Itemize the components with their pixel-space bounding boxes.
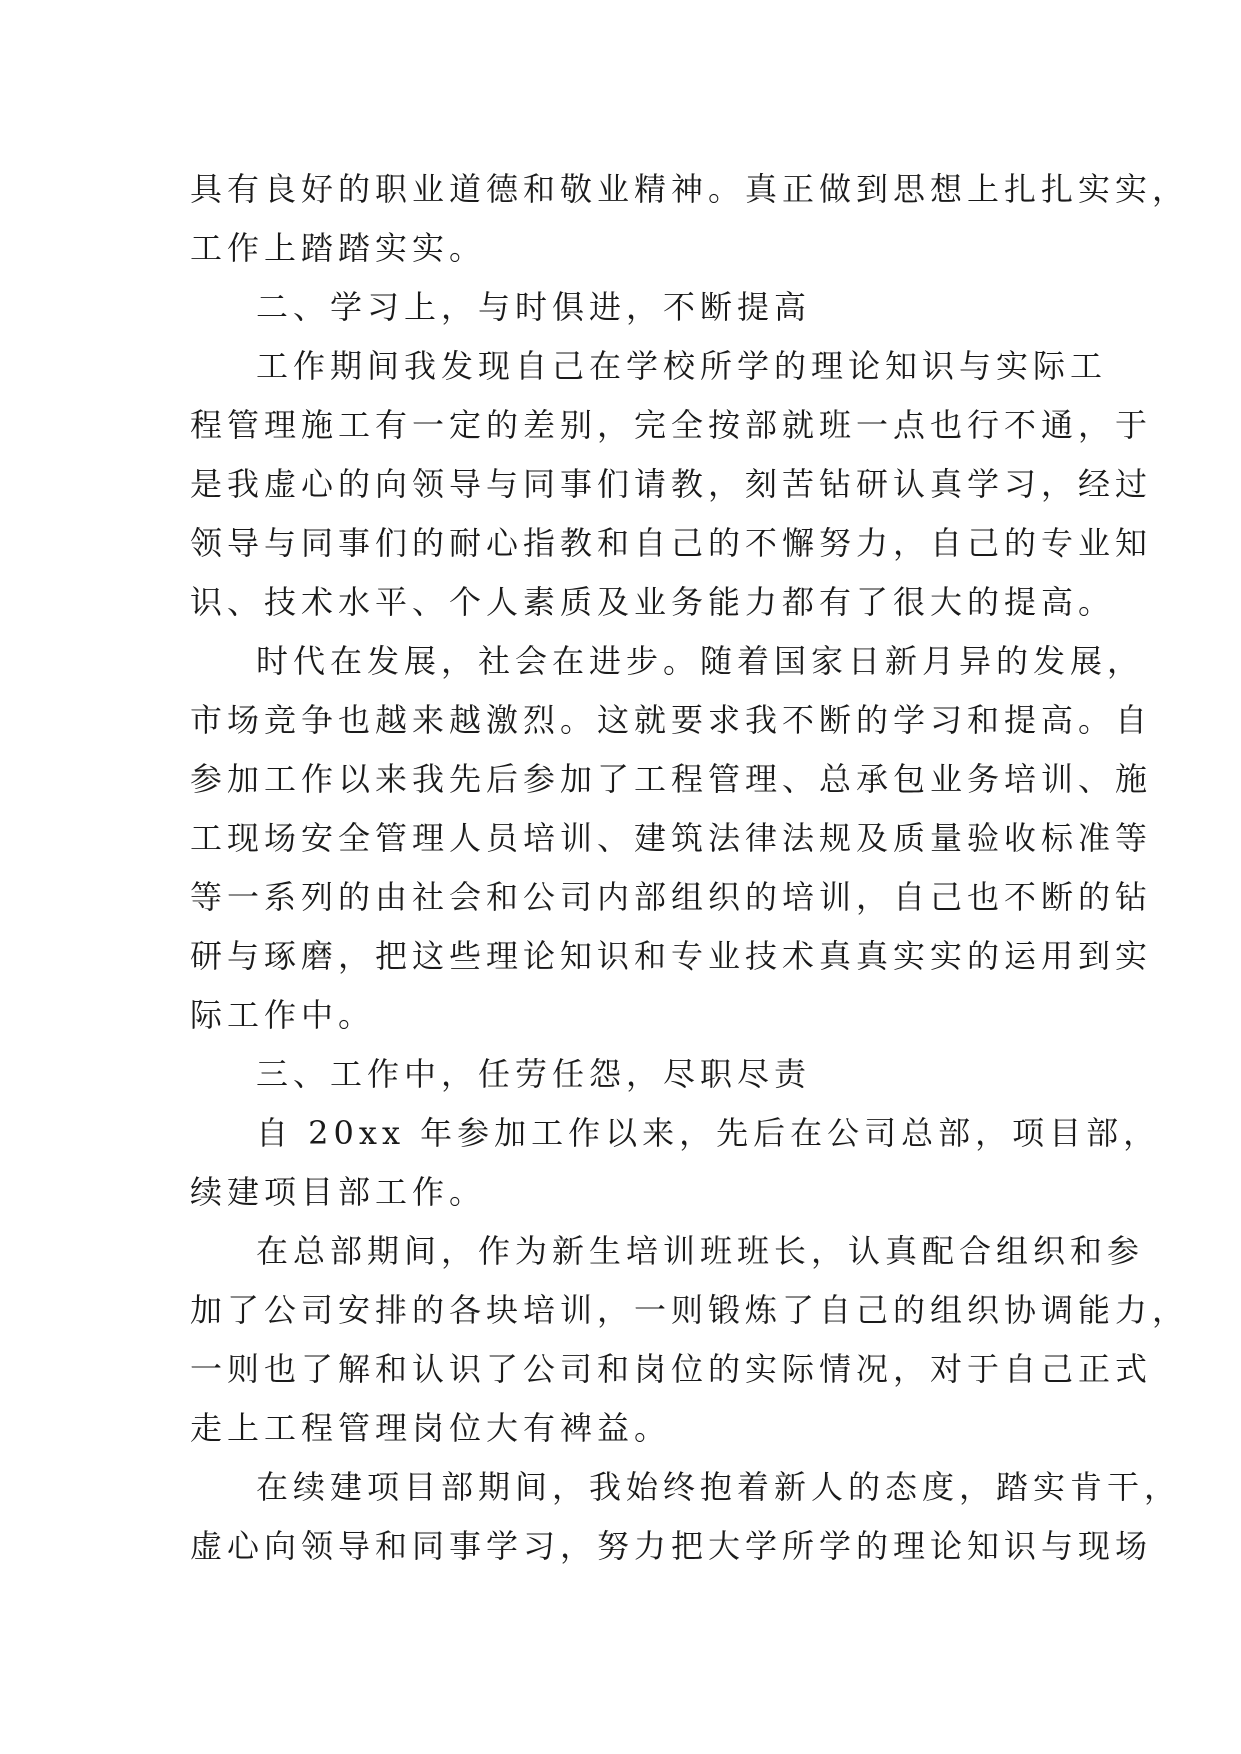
text-line: 市场竞争也越来越激烈。这就要求我不断的学习和提高。自 [190,701,1153,739]
text-line: 参加工作以来我先后参加了工程管理、总承包业务培训、施 [190,760,1153,798]
text-line: 加了公司安排的各块培训，一则锻炼了自己的组织协调能力， [190,1291,1190,1329]
text-line: 工现场安全管理人员培训、建筑法律法规及质量验收标准等 [190,819,1153,857]
paragraph-work-ethic-continued [190,160,1190,278]
text-line: 领导与同事们的耐心指教和自己的不懈努力，自己的专业知 [190,524,1153,562]
document-body [190,160,1190,1576]
text-line: 在续建项目部期间，我始终抱着新人的态度，踏实肯干， [256,1468,1182,1506]
paragraph-study-1 [190,337,1153,632]
text-line: 是我虚心的向领导与同事们请教，刻苦钻研认真学习，经过 [190,465,1153,503]
text-line: 时代在发展，社会在进步。随着国家日新月异的发展， [256,642,1145,680]
text-line: 研与琢磨，把这些理论知识和专业技术真真实实的运用到实 [190,937,1153,975]
text-line: 等一系列的由社会和公司内部组织的培训，自己也不断的钻 [190,878,1153,916]
section-heading-work [190,1045,1080,1104]
paragraph-work-3 [190,1458,1182,1576]
section-heading-study [190,278,1080,337]
text-line: 虚心向领导和同事学习，努力把大学所学的理论知识与现场 [190,1527,1153,1565]
paragraph-work-1 [190,1104,1161,1222]
paragraph-study-2 [190,632,1153,1045]
text-line: 走上工程管理岗位大有裨益。 [190,1409,672,1447]
paragraph-work-2 [190,1222,1190,1458]
heading-line: 三、工作中，任劳任怨，尽职尽责 [256,1055,812,1093]
text-line: 际工作中。 [190,996,376,1034]
text-line: 一则也了解和认识了公司和岗位的实际情况，对于自己正式 [190,1350,1153,1388]
text-line: 具有良好的职业道德和敬业精神。真正做到思想上扎扎实实， [190,170,1190,208]
text-line: 工作期间我发现自己在学校所学的理论知识与实际工 [256,347,1108,385]
heading-line: 二、学习上，与时俱进，不断提高 [256,288,812,326]
text-line: 识、技术水平、个人素质及业务能力都有了很大的提高。 [190,583,1116,621]
text-line: 工作上踏踏实实。 [190,229,487,267]
text-line: 程管理施工有一定的差别，完全按部就班一点也行不通，于 [190,406,1153,444]
text-line: 在总部期间，作为新生培训班班长，认真配合组织和参 [256,1232,1145,1270]
text-line: 续建项目部工作。 [190,1173,487,1211]
text-line: 自 20xx 年参加工作以来，先后在公司总部，项目部， [256,1114,1161,1152]
